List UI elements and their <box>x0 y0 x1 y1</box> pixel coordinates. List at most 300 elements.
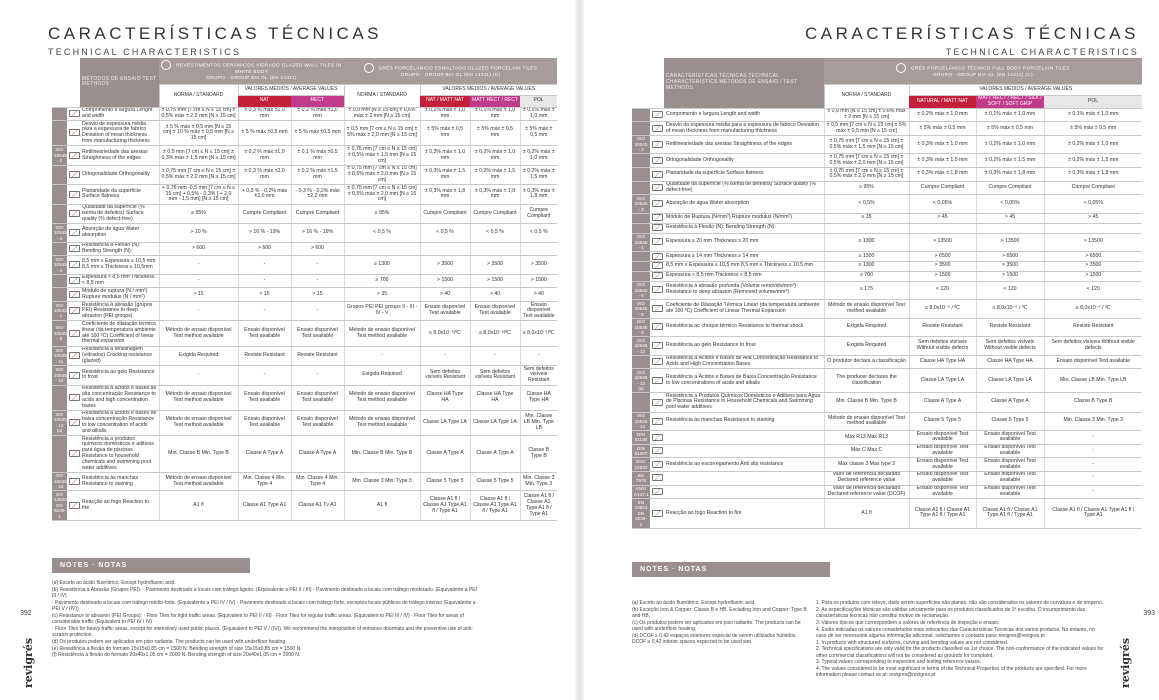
value-cell: ± 0,75 mm [7 cm ≤ N ≤ 15 cm] ± 0,5% máx ± 2,0 mm [N ≥ 15 cm] <box>824 168 909 182</box>
value-cell: Método de ensaio disponível Test method available <box>344 385 420 410</box>
table-row <box>632 195 1142 214</box>
value-cell <box>824 223 909 233</box>
table-row <box>632 431 1142 445</box>
value-cell: Resiste Resistant <box>976 318 1044 337</box>
value-cell: ± 5% máx ± 0,5 mm <box>1044 122 1142 136</box>
value-cell: Cumpre Compliant <box>909 181 976 195</box>
iso-standard-cell <box>632 122 650 136</box>
note-item: 1. In products with structured surfaces, curving and bending values are not considered. <box>816 639 1009 646</box>
property-description: Espessura < 8,5 mm Thickness < 8,5 mm <box>664 271 824 281</box>
value-cell: - <box>1044 444 1142 458</box>
property-description: 8,5 mm ≤ Espessura ≤ 10,5 mm 8,5 mm ≤ Thickness ≤ 10,5 mm <box>664 261 824 271</box>
table-row <box>632 355 1142 369</box>
value-cell: ± 0,75 mm [7 cm ≤ N ≤ 15 cm] ± 0,5% máx ± 2,0 mm [N ≥ 15 cm] <box>159 107 238 121</box>
property-icon-cell <box>650 122 664 136</box>
value-cell: Método de ensaio disponível Test method available <box>159 385 238 410</box>
test-icon <box>652 224 663 231</box>
table-row <box>632 108 1142 122</box>
value-cell: - 0,3 % - 0,2% máx ±2,0 mm <box>291 185 344 204</box>
note-item: 4. The values considered to be most significant in terms of the Technical Properties of the products are specified. For more information please contact us at: revigres@revigres.pt <box>816 666 1087 679</box>
property-description: Resistência às manchas Resistance to staining <box>664 412 824 431</box>
table-body <box>632 108 1142 528</box>
finish-header: POL <box>520 95 557 107</box>
value-cell: Sem defeitos visíveis Resistant <box>520 366 557 385</box>
value-cell: ± 0,2% máx ± 1,5 mm <box>470 165 520 184</box>
value-cell: Classe LA Type LA <box>976 369 1044 393</box>
property-icon-cell <box>650 135 664 154</box>
iso-standard-cell: ISO 10545 - 8 <box>52 321 67 346</box>
value-cell: Exigida Required <box>344 366 420 385</box>
value-cell: Ensaio disponível Test available <box>291 410 344 435</box>
value-cell: Min. Classe 4 Min. Type 4 <box>238 472 291 491</box>
group-code: GRUPO · GROUP BIII GL (EN 14411) <box>206 75 297 81</box>
value-cell: - <box>291 256 344 275</box>
iso-standard-cell: ANSI A137.1 <box>634 486 649 497</box>
value-cell: - <box>1044 471 1142 485</box>
property-description: Retilineariedade das arestas Straightness of the edges <box>664 135 824 154</box>
value-cell: Classe 5 Type 5 <box>909 412 976 431</box>
test-icon <box>652 286 663 293</box>
value-cell: Classe B Type B <box>1044 393 1142 412</box>
value-cell: ≥ 1300 <box>824 261 909 271</box>
notes-header: NOTES · NOTAS <box>632 562 830 577</box>
value-cell: ± 0,5 mm [7 cm ≤ N ≤ 15 cm] ± 5% máx ± 0,5 mm [N ≥ 15 cm] <box>824 122 909 136</box>
value-cell: Cumpre Compliant <box>520 204 557 223</box>
value-cell: < 0,5 % <box>520 224 557 243</box>
note-item: 4. Estão indicadas os valores considerados mais relevantes das Características Técnicas dos vários produtos. No entanto, no caso de ser necessária alguma informação adicional, solicitamos o contacto para: revigres@revigres.pt <box>816 626 1095 639</box>
property-icon-cell <box>67 165 80 184</box>
value-cell: Classe A Type A <box>976 393 1044 412</box>
property-icon-cell <box>67 146 80 165</box>
iso-standard-cell <box>52 288 67 302</box>
property-icon-cell <box>67 242 80 256</box>
value-cell: > 6500 <box>1044 252 1142 262</box>
value-cell: > 600 <box>238 242 291 256</box>
value-cell: Classe HA Type HA <box>520 385 557 410</box>
property-description: Planaridade da superfície Surface flatness <box>664 168 824 182</box>
value-cell: - <box>238 302 291 321</box>
property-icon-cell <box>67 224 80 243</box>
value-cell: Método de ensaio disponível Test method available <box>344 321 420 346</box>
value-cell <box>520 242 557 256</box>
value-cell: Método de ensaio disponível Test method available <box>824 300 909 319</box>
table-row <box>52 436 557 473</box>
page-number: 392 <box>20 610 32 617</box>
iso-standard-cell <box>52 185 67 204</box>
iso-standard-cell: ISO 10545 - 13 (a) <box>632 369 650 393</box>
note-item: (b) Resistência à Abrasão (Grupos PEI): · Pavimento destinado a locais com tráfego ligeiro. (Equivalente a PEI II / III) · Pavimento destinado a locais com tráfego moderado. (Equivalente a PEI III / IV) <box>52 586 477 599</box>
property-icon-cell <box>650 412 664 431</box>
page-number: 393 <box>1143 610 1155 617</box>
property-description <box>664 471 824 485</box>
value-cell: Classe A1 Type A1 <box>238 491 291 521</box>
value-cell: < 0,5 % <box>420 224 470 243</box>
value-cell: Classe A1 Tv A1 <box>291 491 344 521</box>
value-cell: > 45 <box>909 213 976 223</box>
value-cell: > 40 <box>520 288 557 302</box>
p-logo-icon <box>896 63 906 73</box>
note-item: 2. As especificações técnicas são válidas unicamente para os produtos classificados de 1ª escolha. O incumprimento das características técnicas não constitui motivo de reclamação. <box>816 606 1086 619</box>
value-cell: Sem defeitos visíveis Resistant <box>470 366 520 385</box>
value-cell: ± 0,2% máx ± 1,0 mm <box>470 146 520 165</box>
iso-standard-cell <box>632 261 650 271</box>
iso-standard-cell: ISO 10545 - 12 <box>632 337 650 356</box>
value-cell: Método de ensaio disponível Test method available <box>344 410 420 435</box>
test-icon <box>69 277 80 284</box>
value-cell: Classe HA Type HA <box>470 385 520 410</box>
iso-standard-cell: ISO 10545 - 11 <box>54 347 67 364</box>
value-cell: ± 5 % máx ± 0,5 mm [N ≤ 15 cm] ± 10 % máx ± 0,5 mm [N ≥ 15 cm] <box>159 121 238 146</box>
value-cell: < 0,05% <box>976 195 1044 214</box>
note-item: (d) DCOF ≥ 0,42 espaços interiores especial de serem utilizados húmidos. DCOF ≥ 0,42 interior spaces expected to be used wet. <box>632 632 797 645</box>
property-description: Coeficiente de Dilatação Térmica Linear (da temperatura ambiente até 100 ºC) Coefficient of Linear Thermal Expansion <box>664 300 824 319</box>
property-icon-cell <box>650 300 664 319</box>
iso-standard-cell: ISO 10545 - 14 <box>632 412 650 431</box>
value-cell: Cumpre Compliant <box>1044 181 1142 195</box>
value-cell: ± 5% máx ± 0,5 mm <box>420 121 470 146</box>
property-icon-cell <box>650 444 664 458</box>
finish-header: MATT RECT / RECT <box>470 95 520 107</box>
property-icon-cell <box>67 321 80 346</box>
value-cell: Ensaio disponível Test available <box>420 302 470 321</box>
value-cell: > 15 <box>291 288 344 302</box>
property-description: Resistência a Produtos Químicos Domésticos e Aditivos para Água de Piscinas Resistance to Household Chemicals and Swimming pool water additives <box>664 393 824 412</box>
header-norm: NORMA / STANDARD <box>159 84 238 107</box>
header-corner <box>632 58 664 108</box>
value-cell: Máx R13 Max R13 <box>824 431 909 445</box>
test-icon <box>652 434 663 441</box>
table-row <box>632 318 1142 337</box>
value-cell: > 1500 <box>909 271 976 281</box>
value-cell: ≤ 8,0x10⁻⁶/ºC <box>470 321 520 346</box>
value-cell: ± 0,2% máx ± 1,0 mm <box>520 146 557 165</box>
value-cell: Classe HA Type HA <box>909 355 976 369</box>
value-cell: ± 0,2% máx ± 1,5 mm <box>520 165 557 184</box>
test-icon <box>69 110 80 117</box>
property-icon-cell <box>650 318 664 337</box>
iso-standard-cell: ISO 10545 - 8 <box>632 300 650 319</box>
property-description: Planaridade da superfície Surface flatness <box>80 185 159 204</box>
note-item: (e) Resistência à flexão do formato 15x15x0,85 cm = 1500 N. Bending strength of size 15x15x0,85 cm = 1500 N. <box>52 645 302 652</box>
table-row <box>632 213 1142 223</box>
value-cell: < 0,5 % <box>344 224 420 243</box>
test-icon <box>69 419 80 426</box>
test-icon <box>652 323 663 330</box>
value-cell: Ensaio disponível Test available <box>909 444 976 458</box>
value-cell: > 600 <box>159 242 238 256</box>
note-item: (d) Os produtos podem ser aplicados em piso radiante. The products can be used with underfloor heating. <box>52 638 287 645</box>
value-cell: Sem defeitos visíveis Without visible defects <box>1044 337 1142 356</box>
title-block <box>48 24 382 57</box>
value-cell: A1 fl <box>824 499 909 529</box>
test-icon <box>652 184 663 191</box>
value-cell: Sem defeitos visíveis Without visible defects <box>976 337 1044 356</box>
property-icon-cell <box>650 213 664 223</box>
value-cell: Classe A Type A <box>470 436 520 473</box>
table-row <box>52 204 557 223</box>
value-cell: ± 0,75 mm [7 cm ≤ N ≤ 15 cm] ± 0,5% máx ± 2,0 mm [N ≥ 15 cm] <box>159 165 238 184</box>
header-group-full-body <box>824 58 1142 84</box>
table-row <box>632 300 1142 319</box>
iso-standard-cell <box>632 355 650 369</box>
table-row <box>632 485 1142 499</box>
value-cell: - <box>159 302 238 321</box>
table-row <box>52 491 557 521</box>
table-row <box>632 154 1142 168</box>
value-cell: Ensaio disponível Test available <box>909 471 976 485</box>
note-item: (a) Exceto ao ácido fluorídrico. Except hydrofluoric acid. <box>632 600 756 606</box>
value-cell: - <box>238 274 291 288</box>
property-description: Resistência ao gelo Resistance to frost <box>80 366 159 385</box>
value-cell: > 6500 <box>909 252 976 262</box>
value-cell: Ensaio disponível Test available <box>976 485 1044 499</box>
value-cell <box>470 242 520 256</box>
value-cell <box>1044 223 1142 233</box>
test-icon <box>652 461 663 468</box>
page-title: CARACTERÍSTICAS TÉCNICAS <box>48 24 383 43</box>
table-row <box>52 472 557 491</box>
value-cell: ≥ 700 <box>344 274 420 288</box>
table-row <box>632 135 1142 154</box>
value-cell: Classe LA Type LA <box>470 410 520 435</box>
value-cell: Min. Classe B Min. Type B <box>824 393 909 412</box>
test-icon <box>652 262 663 269</box>
value-cell: > 13500 <box>1044 233 1142 252</box>
table-row <box>632 181 1142 195</box>
value-cell: > 1500 <box>976 271 1044 281</box>
value-cell: Método de ensaio disponível Test method available <box>159 321 238 346</box>
iso-standard-cell: EN 13823 EN 9239-1 <box>54 491 67 519</box>
value-cell: - <box>420 346 470 365</box>
value-cell: ± 0,3% máx ± 1,8 mm <box>420 185 470 204</box>
property-description: Reacção ao fogo Reaction to fire <box>80 491 159 521</box>
value-cell: ± 5% máx ± 0,5 mm <box>909 122 976 136</box>
property-icon-cell <box>650 154 664 168</box>
value-cell: Resiste Resistant <box>909 318 976 337</box>
value-cell: > 3500 <box>909 261 976 271</box>
value-cell: ± 0,75 mm [7 cm ≤ N ≤ 15 cm] ± 0,5% máx ± 2,0 mm [N ≥ 15 cm] <box>344 165 420 184</box>
test-icon <box>69 330 80 337</box>
value-cell: ± 0,75 mm [7 cm ≤ N ≤ 15 cm] ± 0,5% máx ± 2,0 mm [N ≥ 15 cm] <box>824 154 909 168</box>
property-description: Desvio de espessura média para a espessura de fabrico Deviation of mean thickness from manufacturing thickness <box>80 121 159 146</box>
property-description <box>664 444 824 458</box>
value-cell: ± 0,2 % máx ±1,5 mm <box>291 165 344 184</box>
value-cell: - <box>291 302 344 321</box>
value-cell: Grupos PEI PEI groups II - III - IV - V <box>344 302 420 321</box>
table-row <box>52 242 557 256</box>
table-row <box>632 444 1142 458</box>
note-item: 3. Typical values corresponding to inspection and testing reference values. <box>816 659 982 666</box>
property-icon-cell <box>650 458 664 472</box>
value-cell: ≤ 8,0x10⁻⁶ / ºC <box>909 300 976 319</box>
table-row <box>632 252 1142 262</box>
property-description: Resistência a produtos químicos domésticos e aditivos para água de piscinas Resistance to household chemicals and swimming pool water additives <box>80 436 159 473</box>
iso-standard-cell: ISO 10545 - 7 <box>54 302 67 319</box>
iso-standard-cell <box>52 107 67 121</box>
property-description: Módulo de ruptura (N / mm²) Rupture modulus (N / mm²) <box>80 288 159 302</box>
property-description: Resistência à Flexão (N): Bending Strength (N): <box>664 223 824 233</box>
iso-standard-cell: ISO 10545 - 6 <box>632 281 650 300</box>
property-description: Resistência à abrasão (grupos PEI) Resistance to deep abrasion (PEI groups) <box>80 302 159 321</box>
note-item: · Floor Tiles for heavy traffic areas, except for intensively used public places. (Equivalent to PEI V / (IV)). We recommend the interposition of entrance doormats and the preventive use of anti-scratch protection. <box>52 625 473 638</box>
property-description: Resistência à Flexão (N): Bending Strength (N): <box>80 242 159 256</box>
finish-header: POL <box>1044 95 1142 108</box>
hand-icon <box>364 63 374 73</box>
value-cell: - <box>1044 485 1142 499</box>
property-icon-cell <box>650 471 664 485</box>
right-page <box>584 0 1159 700</box>
value-cell: Min. Classe 3 Min. Type 3 <box>344 472 420 491</box>
value-cell: > 13500 <box>976 233 1044 252</box>
value-cell: ± 5% máx ± 0,5 mm <box>976 122 1044 136</box>
value-cell: > 16 % - 19% <box>291 224 344 243</box>
table-row <box>632 393 1142 412</box>
value-cell: ± 0,3% máx ± 1,8 mm <box>1044 168 1142 182</box>
header-group-wall-tiles <box>159 58 344 84</box>
table-row <box>52 185 557 204</box>
value-cell: Método de ensaio disponível Test method available <box>159 410 238 435</box>
table-row <box>52 256 557 275</box>
property-icon-cell <box>67 302 80 321</box>
value-cell: > 16 % - 19% <box>238 224 291 243</box>
iso-standard-cell: DIN 51097 <box>632 444 650 458</box>
test-icon <box>652 272 663 279</box>
notes-list-numbered <box>816 600 1106 679</box>
value-cell: < 0,5 % <box>470 224 520 243</box>
value-cell: - <box>159 366 238 385</box>
iso-standard-cell <box>52 385 67 410</box>
note-item: 2. Technical specifications are only valid for the products classified as 1st choice. The non-conformance of the indicated values for other commercial classifications will not be considered as grounds for complaint. <box>816 646 1104 659</box>
property-description: Resistência às manchas Resistance to staining <box>80 472 159 491</box>
value-cell: ± 5% máx ± 0,5 mm <box>470 121 520 146</box>
value-cell: Classe LA Type LA <box>909 369 976 393</box>
value-cell: Classe 5 Type 5 <box>470 472 520 491</box>
value-cell: ± 0,3% máx ± 1,8 mm <box>976 168 1044 182</box>
value-cell: - <box>159 274 238 288</box>
value-cell: < 0,5% <box>824 195 909 214</box>
table-row <box>52 165 557 184</box>
left-page <box>0 0 575 700</box>
test-icon <box>652 377 663 384</box>
property-description <box>664 485 824 499</box>
property-icon-cell <box>650 393 664 412</box>
property-icon-cell <box>650 108 664 122</box>
value-cell: Método de ensaio disponível Test method available <box>824 412 909 431</box>
group-code: GRUPO · GROUP BIA GL (EN 14411) (C) <box>400 73 501 79</box>
table-row <box>632 471 1142 485</box>
brand-logo: revigrés <box>1119 637 1132 688</box>
finish-header: NAT / MATT NAT <box>420 95 470 107</box>
value-cell: Ensaio disponível Test available <box>976 471 1044 485</box>
property-description: Qualidade da superfície (% isenta de defeitos) Surface quality (% defect-free) <box>664 181 824 195</box>
property-icon-cell <box>67 185 80 204</box>
value-cell: + 0,3 % - 0,2% máx ±2,0 mm <box>238 185 291 204</box>
value-cell: > 6500 <box>976 252 1044 262</box>
value-cell: Exigida Required <box>824 318 909 337</box>
property-description: Ortogonalidade Orthogonality <box>664 154 824 168</box>
value-cell: < 120 <box>976 281 1044 300</box>
value-cell: Min. Classe 4 Min. Type 4 <box>291 472 344 491</box>
value-cell: ± 0,1% máx ± 1,0 mm <box>470 107 520 121</box>
value-cell: ≥ 95% <box>344 204 420 223</box>
value-cell: > 45 <box>976 213 1044 223</box>
value-cell: ± 0,1% máx ± 1,0 mm <box>976 108 1044 122</box>
value-cell: ± 0,2 % máx ±1,0 mm <box>291 107 344 121</box>
test-icon <box>69 210 80 217</box>
notes-header: NOTES · NOTAS <box>52 558 250 573</box>
value-cell: Ensaio disponível Test available <box>291 385 344 410</box>
property-icon-cell <box>67 472 80 491</box>
iso-standard-cell: ISO 10545 - 4 <box>54 256 67 273</box>
value-cell: Ensaio disponível Test available <box>909 431 976 445</box>
table-row <box>52 385 557 410</box>
test-icon <box>69 352 80 359</box>
property-icon-cell <box>67 385 80 410</box>
iso-standard-cell <box>52 204 67 223</box>
value-cell: < 0,05% <box>909 195 976 214</box>
property-description: Resistência a ácidos e bases de baixa concentração Resistance to low concentration of acids and alkalis <box>80 410 159 435</box>
test-icon <box>652 418 663 425</box>
value-cell: Min. Classe 3 Min. Type 3 <box>520 472 557 491</box>
value-cell: O produtor declara a classificação <box>824 355 909 369</box>
iso-standard-cell <box>52 165 67 184</box>
test-icon <box>69 129 80 136</box>
table-row <box>52 410 557 435</box>
value-cell: Sem defeitos visíveis Without visible defects <box>909 337 976 356</box>
property-icon-cell <box>67 436 80 473</box>
test-icon <box>652 399 663 406</box>
finish-header: RECT <box>291 95 344 107</box>
value-cell: ± 0,3% máx ± 1,8 mm <box>470 185 520 204</box>
property-icon-cell <box>650 252 664 262</box>
value-cell: ≥ 1300 <box>824 233 909 252</box>
value-cell: ± 0,1% máx ± 1,0 mm <box>520 107 557 121</box>
value-cell: Cumpre Compliant <box>291 204 344 223</box>
property-icon-cell <box>650 195 664 214</box>
value-cell: Classe A1 fl / Classe A1 Type A1 fl / Type A1 <box>909 499 976 529</box>
iso-standard-cell: ISO 10545 - 12 <box>54 367 67 384</box>
group-title: GRÉS PORCELÂNICO TÉCNICO FULL BODY PORCELAIN TILES <box>910 66 1070 72</box>
value-cell: > 1500 <box>520 274 557 288</box>
value-cell: > 40 <box>420 288 470 302</box>
property-description <box>664 431 824 445</box>
value-cell: A1 fl <box>159 491 238 521</box>
value-cell: ≥ 95% <box>159 204 238 223</box>
table-row <box>52 274 557 288</box>
property-description: 8,5 mm ≤ Espessura ≤ 10,5 mm 8,5 mm ≤ Thickness ≤ 10,5mm <box>80 256 159 275</box>
finish-header: NATURAL / MATT NAT <box>909 95 976 108</box>
table-row <box>632 458 1142 472</box>
value-cell: ± 0,2% máx ± 1,0 mm <box>976 135 1044 154</box>
value-cell: Classe A Type A <box>238 436 291 473</box>
value-cell: ± 0,2% máx ± 1,5 mm <box>1044 154 1142 168</box>
value-cell: - <box>344 346 420 365</box>
value-cell: > 3500 <box>520 256 557 275</box>
value-cell: ± 5% máx ± 0,5 mm <box>520 121 557 146</box>
value-cell: Ensaio disponível Test available <box>470 302 520 321</box>
property-description: Qualidade da superfície (% isenta de defeitos) Surface quality (% defect-free) <box>80 204 159 223</box>
value-cell: Ensaio disponível Test available <box>291 321 344 346</box>
property-icon-cell <box>67 366 80 385</box>
property-description: Retilineariedade das arestas Straightness of the edges <box>80 146 159 165</box>
value-cell: Exigida Required <box>159 346 238 365</box>
value-cell: > 3500 <box>420 256 470 275</box>
value-cell: ± 0,1% máx ± 1,0 mm <box>1044 108 1142 122</box>
iso-standard-cell: ISO 10545 - 9 <box>632 318 650 337</box>
property-description: Resistência a ácidos e bases de alta concentração Resistance to acids and high concentration bases <box>80 385 159 410</box>
test-icon <box>69 171 80 178</box>
test-icon <box>69 394 80 401</box>
